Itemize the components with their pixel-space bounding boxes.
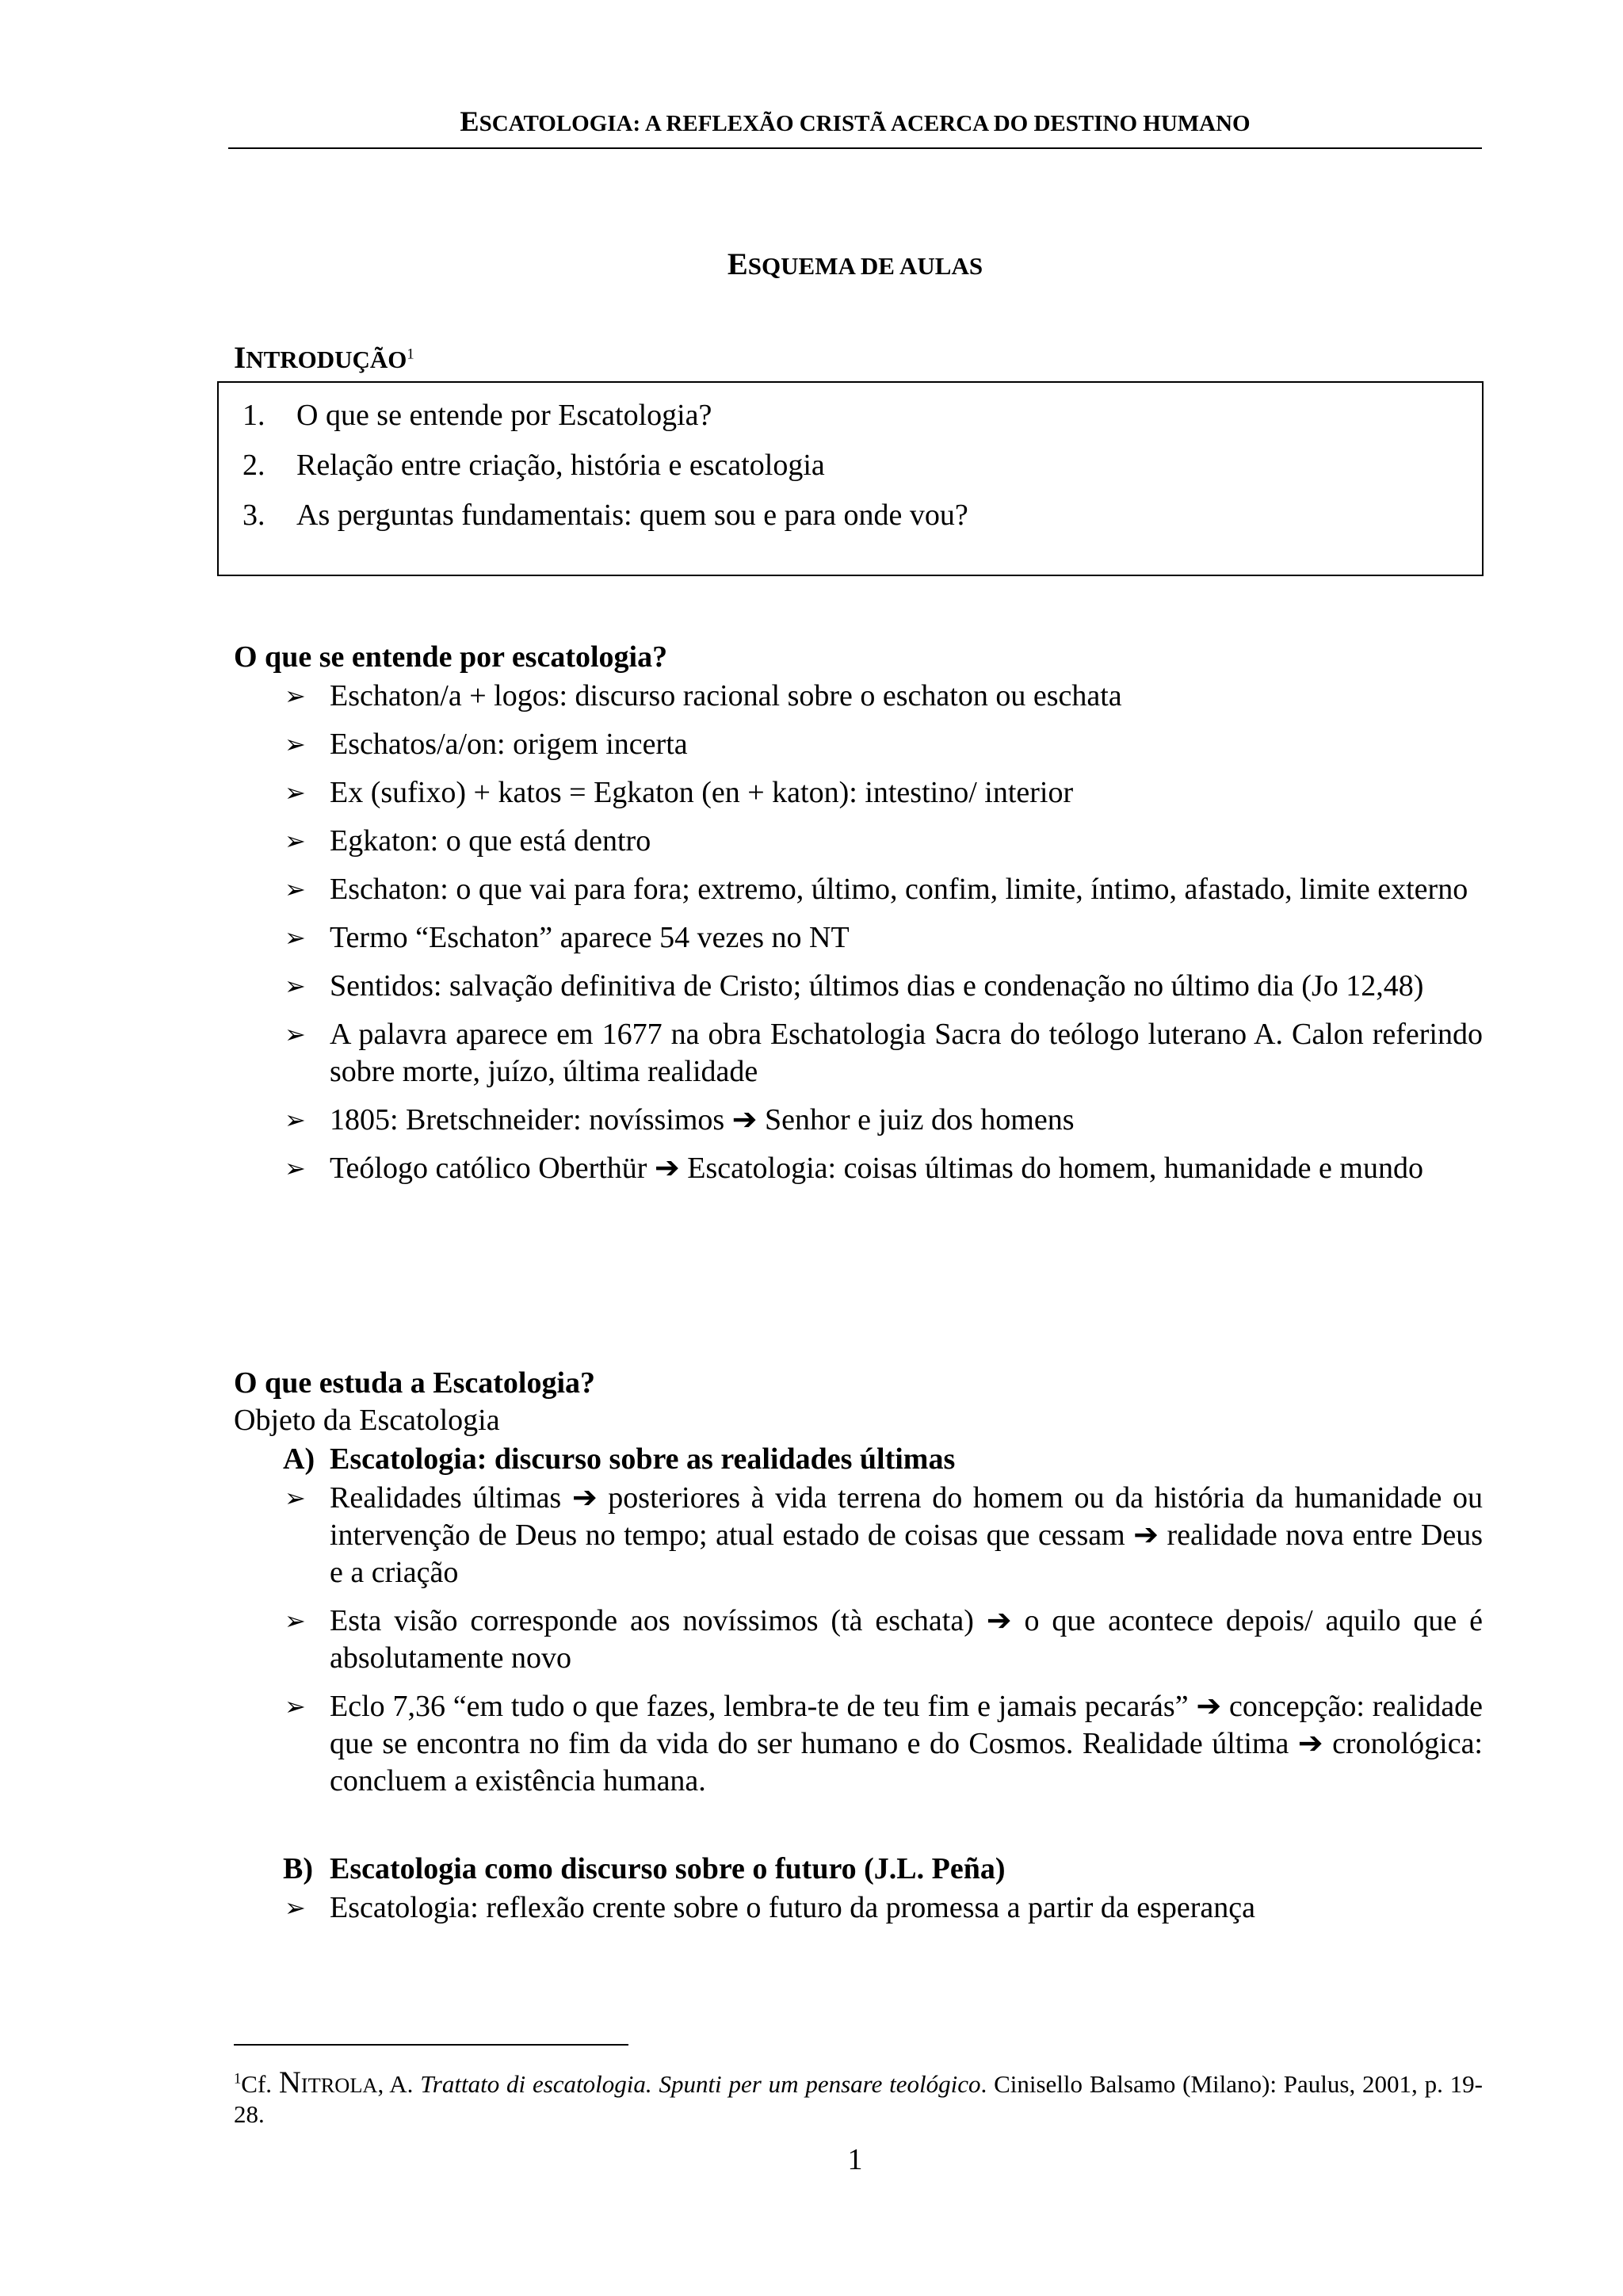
bullet-text: Escatologia: reflexão crente sobre o futuro da promessa a partir da esperança — [330, 1891, 1255, 1924]
footnote-reference[interactable]: 1 — [407, 346, 414, 363]
intro-item-text: As perguntas fundamentais: quem sou e para onde vou? — [296, 499, 968, 532]
introduction-list — [242, 391, 968, 541]
intro-item-text: Relação entre criação, história e escatologia — [296, 449, 825, 482]
subsection-heading-b — [234, 1851, 1483, 1888]
definition-bullet-list — [234, 678, 1483, 1187]
arrowhead-bullet-icon: ➢ — [285, 1106, 306, 1134]
header-rule — [228, 147, 1482, 149]
arrowhead-bullet-icon: ➢ — [285, 1606, 306, 1635]
arrowhead-bullet-icon: ➢ — [285, 827, 306, 855]
footnote-author: ITROLA — [300, 2074, 378, 2097]
bullet-text: Eschatos/a/on: origem incerta — [330, 728, 688, 761]
introduction-heading — [234, 342, 414, 376]
bullet-item — [234, 968, 1483, 1005]
bullet-item — [234, 726, 1483, 763]
bullet-text: Esta visão corresponde aos novíssimos (tà eschata) ➔ o que acontece depois/ aquilo que é absolutamente novo — [330, 1604, 1483, 1675]
bullet-item — [234, 1150, 1483, 1187]
subsection-title: Escatologia: discurso sobre as realidades últimas — [330, 1442, 956, 1476]
arrowhead-bullet-icon: ➢ — [285, 1020, 306, 1049]
bullet-item — [234, 919, 1483, 957]
header-initial: E — [460, 105, 479, 137]
bullet-item — [234, 1016, 1483, 1091]
subsection-b-bullet-list — [234, 1889, 1483, 1927]
bullet-item — [234, 1889, 1483, 1927]
arrowhead-bullet-icon: ➢ — [285, 1893, 306, 1922]
title-text: SQUEMA DE AULAS — [747, 252, 983, 280]
bullet-item — [234, 774, 1483, 812]
bullet-text: Realidades últimas ➔ posteriores à vida terrena do homem ou da história da humanidade ou intervenção de Deus no tempo; atual estado de coisas que cessam ➔ realidade nova entre Deus e a criação — [330, 1481, 1483, 1589]
arrowhead-bullet-icon: ➢ — [285, 778, 306, 807]
bullet-item — [234, 1102, 1483, 1139]
bullet-item — [234, 823, 1483, 860]
footnote-separator — [234, 2044, 628, 2046]
section-subtitle: Objeto da Escatologia — [234, 1404, 500, 1437]
intro-item-number: 2. — [242, 449, 265, 482]
bullet-text: Teólogo católico Oberthür ➔ Escatologia: coisas últimas do homem, humanidade e mundo — [330, 1152, 1423, 1185]
bullet-item — [234, 1688, 1483, 1800]
header-text-1: SCATOLOGIA — [479, 111, 633, 136]
bullet-text: Eschaton: o que vai para fora; extremo, último, confim, limite, íntimo, afastado, limite externo — [330, 873, 1468, 906]
bullet-item — [234, 1603, 1483, 1677]
footnote-author-initial: N — [278, 2065, 301, 2099]
subsection-heading-a — [234, 1441, 1483, 1478]
header-text-2: A REFLEXÃO CRISTÃ ACERCA DO DESTINO HUMANO — [644, 111, 1251, 136]
bullet-text: Eclo 7,36 “em tudo o que fazes, lembra-te de teu fim e jamais pecarás” ➔ concepção: realidade que se encontra no fim da vida do ser humano e do Cosmos. Realidade última ➔ cronológica: concluem a existência humana. — [330, 1690, 1483, 1797]
footnote-publication: . Cinisello Balsamo (Milano): Paulus, 2001, p. 19-28. — [234, 2070, 1483, 2128]
bullet-text: Ex (sufixo) + katos = Egkaton (en + katon): intestino/ interior — [330, 776, 1074, 809]
arrowhead-bullet-icon: ➢ — [285, 1692, 306, 1721]
intro-item — [242, 391, 968, 441]
bullet-text: Egkaton: o que está dentro — [330, 824, 651, 858]
intro-text: NTRODUÇÃO — [246, 346, 407, 373]
title-initial: E — [727, 247, 748, 281]
subsection-title: Escatologia como discurso sobre o futuro (J.L. Peña) — [330, 1852, 1006, 1885]
arrowhead-bullet-icon: ➢ — [285, 730, 306, 758]
section-heading: O que se entende por escatologia? — [234, 640, 668, 674]
bullet-text: A palavra aparece em 1677 na obra Eschatologia Sacra do teólogo luterano A. Calon referindo sobre morte, juízo, última realidade — [330, 1018, 1483, 1088]
bullet-text: Eschaton/a + logos: discurso racional sobre o eschaton ou eschata — [330, 679, 1122, 712]
section-object — [234, 1365, 1483, 1927]
footnote-prefix: Cf. — [241, 2070, 279, 2098]
subsection-letter: B) — [283, 1852, 313, 1885]
intro-item-number: 3. — [242, 499, 265, 532]
footnote-author-tail: , A. — [377, 2070, 421, 2098]
bullet-item — [234, 1480, 1483, 1591]
intro-item-number: 1. — [242, 399, 265, 432]
section-heading: O que estuda a Escatologia? — [234, 1366, 596, 1400]
arrowhead-bullet-icon: ➢ — [285, 923, 306, 952]
page-number: 1 — [847, 2143, 863, 2176]
introduction-box — [217, 381, 1484, 576]
document-title — [228, 249, 1482, 282]
intro-item — [242, 441, 968, 491]
bullet-item — [234, 678, 1483, 715]
footnote — [234, 2065, 1483, 2129]
bullet-text: Sentidos: salvação definitiva de Cristo; últimos dias e condenação no último dia (Jo 12,48) — [330, 969, 1424, 1003]
subsection-a-bullet-list — [234, 1480, 1483, 1800]
arrowhead-bullet-icon: ➢ — [285, 972, 306, 1000]
running-header — [228, 107, 1482, 138]
bullet-text: 1805: Bretschneider: novíssimos ➔ Senhor e juiz dos homens — [330, 1103, 1075, 1137]
section-definition — [234, 639, 1483, 1187]
subsection-letter: A) — [283, 1442, 315, 1476]
footnote-marker: 1 — [234, 2070, 242, 2088]
intro-item-text: O que se entende por Escatologia? — [296, 399, 712, 432]
header-colon: : — [632, 111, 645, 136]
arrowhead-bullet-icon: ➢ — [285, 682, 306, 710]
intro-item — [242, 491, 968, 541]
arrowhead-bullet-icon: ➢ — [285, 1484, 306, 1512]
bullet-text: Termo “Eschaton” aparece 54 vezes no NT — [330, 921, 850, 954]
footnote-title: Trattato di escatologia. Spunti per um pensare teológico — [420, 2070, 981, 2098]
bullet-item — [234, 871, 1483, 908]
arrowhead-bullet-icon: ➢ — [285, 1154, 306, 1182]
intro-initial: I — [234, 341, 246, 375]
arrowhead-bullet-icon: ➢ — [285, 875, 306, 904]
